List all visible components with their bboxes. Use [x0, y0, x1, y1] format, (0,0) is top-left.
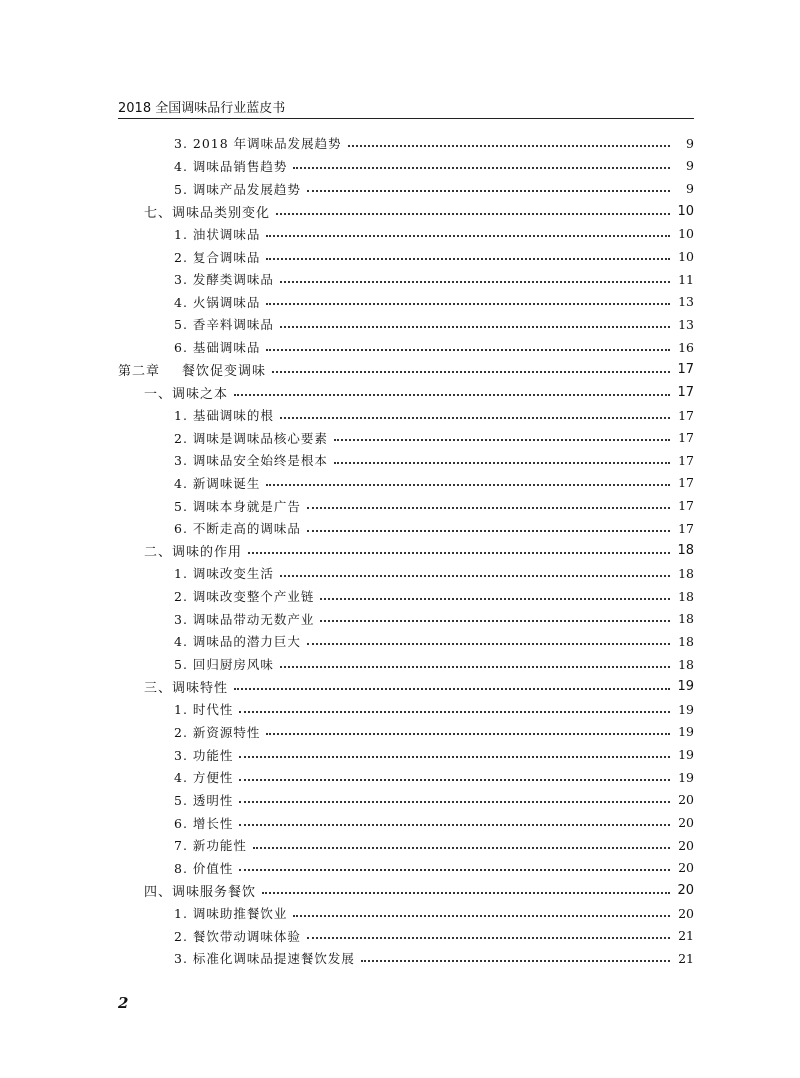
toc-entry — [118, 789, 694, 812]
toc-page-number: 20 — [678, 905, 694, 921]
toc-page-number: 17 — [678, 452, 694, 468]
dot-leader — [266, 257, 670, 260]
toc-page-number: 13 — [678, 316, 694, 332]
dot-leader — [239, 823, 670, 826]
toc-entry — [118, 313, 694, 336]
toc-entry — [118, 857, 694, 880]
toc-page-number: 18 — [678, 565, 694, 581]
toc-entry-title: 3. 2018 年调味品发展趋势 — [174, 134, 346, 152]
toc-entry-title: 6. 不断走高的调味品 — [174, 519, 305, 537]
toc-entry-title: 7. 新功能性 — [174, 836, 251, 854]
toc-entry — [118, 449, 694, 472]
toc-page-number: 17 — [678, 430, 694, 446]
toc-page-number: 17 — [678, 498, 694, 514]
toc-entry-title: 4. 方便性 — [174, 768, 237, 786]
toc-entry-title: 2. 餐饮带动调味体验 — [174, 927, 305, 945]
toc-page-number: 11 — [678, 271, 694, 287]
toc-page-number: 21 — [678, 950, 694, 966]
toc-entry-title: 1. 调味改变生活 — [174, 564, 278, 582]
toc-page-number: 16 — [678, 339, 694, 355]
toc-entry — [118, 675, 694, 698]
dot-leader — [280, 325, 670, 328]
toc-entry-title: 5. 透明性 — [174, 791, 237, 809]
toc-entry-title: 4. 调味品的潜力巨大 — [174, 632, 305, 650]
dot-leader — [266, 348, 670, 351]
toc-page-number: 19 — [677, 679, 694, 695]
dot-leader — [266, 732, 670, 735]
toc-entry-title: 3. 发酵类调味品 — [174, 270, 278, 288]
toc-entry-title: 1. 油状调味品 — [174, 225, 264, 243]
toc-entry-title: 5. 香辛料调味品 — [174, 315, 278, 333]
toc-page-number: 21 — [678, 928, 694, 944]
dot-leader — [266, 302, 670, 305]
toc-page-number: 19 — [678, 747, 694, 763]
toc-entry — [118, 290, 694, 313]
toc-entry-title: 2. 复合调味品 — [174, 248, 264, 266]
toc-entry-title: 5. 调味本身就是广告 — [174, 497, 305, 515]
toc-page-number: 9 — [686, 135, 694, 151]
toc-entry-title: 四、调味服务餐饮 — [144, 881, 260, 900]
toc-entry-title: 1. 基础调味的根 — [174, 406, 278, 424]
toc-page-number: 10 — [677, 203, 694, 219]
toc-entry — [118, 494, 694, 517]
toc-entry — [118, 721, 694, 744]
toc-page-number: 9 — [686, 181, 694, 197]
dot-leader — [307, 642, 670, 645]
toc-entry-title: 七、调味品类别变化 — [144, 202, 274, 221]
toc-entry-title: 8. 价值性 — [174, 859, 237, 877]
dot-leader — [262, 891, 670, 894]
toc-entry-title: 1. 时代性 — [174, 700, 237, 718]
toc-entry-title: 5. 调味产品发展趋势 — [174, 180, 305, 198]
toc-page-number: 18 — [678, 656, 694, 672]
running-header: 2018 全国调味品行业蓝皮书 — [118, 101, 286, 116]
toc-entry-title: 6. 基础调味品 — [174, 338, 264, 356]
toc-entry — [118, 336, 694, 359]
table-of-contents — [118, 132, 694, 970]
toc-entry-title: 4. 调味品销售趋势 — [174, 157, 291, 175]
toc-page-number: 9 — [686, 158, 694, 174]
dot-leader — [334, 438, 670, 441]
toc-entry — [118, 607, 694, 630]
dot-leader — [239, 778, 670, 781]
toc-entry-title: 3. 标准化调味品提速餐饮发展 — [174, 949, 359, 967]
toc-entry — [118, 811, 694, 834]
toc-entry — [118, 924, 694, 947]
dot-leader — [307, 529, 670, 532]
dot-leader — [348, 144, 670, 147]
dot-leader — [239, 755, 670, 758]
toc-page-number: 18 — [678, 588, 694, 604]
toc-entry-title: 三、调味特性 — [144, 677, 232, 696]
toc-entry — [118, 879, 694, 902]
dot-leader — [239, 710, 670, 713]
toc-entry-title — [118, 360, 270, 379]
toc-entry-title: 二、调味的作用 — [144, 541, 246, 560]
dot-leader — [239, 800, 670, 803]
toc-entry — [118, 585, 694, 608]
toc-entry-title: 6. 增长性 — [174, 814, 237, 832]
toc-entry — [118, 132, 694, 155]
dot-leader — [253, 846, 670, 849]
dot-leader — [280, 574, 670, 577]
dot-leader — [361, 959, 670, 962]
toc-page-number: 17 — [678, 475, 694, 491]
toc-page-number: 13 — [678, 294, 694, 310]
toc-entry — [118, 630, 694, 653]
dot-leader — [280, 416, 670, 419]
toc-entry — [118, 698, 694, 721]
toc-entry — [118, 223, 694, 246]
toc-page-number: 17 — [678, 407, 694, 423]
toc-entry — [118, 426, 694, 449]
toc-entry — [118, 358, 694, 381]
dot-leader — [320, 619, 670, 622]
chapter-number: 第二章 — [118, 364, 161, 380]
toc-entry — [118, 268, 694, 291]
toc-entry — [118, 562, 694, 585]
dot-leader — [307, 936, 670, 939]
toc-page-number: 20 — [677, 882, 694, 898]
toc-entry — [118, 177, 694, 200]
toc-page-number: 17 — [677, 384, 694, 400]
toc-entry — [118, 743, 694, 766]
toc-entry — [118, 381, 694, 404]
toc-page-number: 17 — [677, 362, 694, 378]
toc-entry-title: 4. 新调味诞生 — [174, 474, 264, 492]
dot-leader — [320, 597, 670, 600]
toc-page-number: 18 — [677, 543, 694, 559]
toc-page-number: 10 — [678, 226, 694, 242]
toc-page-number: 17 — [678, 520, 694, 536]
dot-leader — [276, 212, 670, 215]
dot-leader — [307, 506, 670, 509]
toc-entry-title: 3. 功能性 — [174, 746, 237, 764]
toc-page-number: 19 — [678, 701, 694, 717]
dot-leader — [234, 687, 670, 690]
dot-leader — [266, 234, 670, 237]
toc-entry — [118, 766, 694, 789]
toc-page-number: 18 — [678, 633, 694, 649]
toc-entry-title: 2. 调味改变整个产业链 — [174, 587, 318, 605]
toc-entry — [118, 404, 694, 427]
toc-entry-title: 4. 火锅调味品 — [174, 293, 264, 311]
header-rule — [118, 118, 694, 119]
dot-leader — [272, 370, 670, 373]
toc-entry — [118, 540, 694, 563]
toc-entry-title: 1. 调味助推餐饮业 — [174, 904, 291, 922]
dot-leader — [293, 914, 670, 917]
chapter-title: 餐饮促变调味 — [182, 364, 267, 380]
toc-entry — [118, 517, 694, 540]
dot-leader — [239, 868, 670, 871]
toc-entry — [118, 947, 694, 970]
toc-page-number: 20 — [678, 837, 694, 853]
toc-entry — [118, 155, 694, 178]
dot-leader — [234, 393, 670, 396]
toc-entry-title: 3. 调味品带动无数产业 — [174, 610, 318, 628]
dot-leader — [307, 189, 670, 192]
page-number: 2 — [118, 994, 129, 1012]
toc-entry-title: 3. 调味品安全始终是根本 — [174, 451, 332, 469]
toc-entry — [118, 245, 694, 268]
dot-leader — [334, 461, 670, 464]
toc-entry-title: 5. 回归厨房风味 — [174, 655, 278, 673]
dot-leader — [266, 483, 670, 486]
toc-page-number: 10 — [678, 249, 694, 265]
toc-page-number: 19 — [678, 769, 694, 785]
dot-leader — [293, 166, 670, 169]
toc-page-number: 19 — [678, 724, 694, 740]
dot-leader — [248, 551, 670, 554]
dot-leader — [280, 665, 670, 668]
toc-entry — [118, 200, 694, 223]
toc-entry — [118, 902, 694, 925]
toc-page-number: 20 — [678, 815, 694, 831]
toc-entry — [118, 834, 694, 857]
toc-entry-title: 2. 调味是调味品核心要素 — [174, 429, 332, 447]
toc-page-number: 20 — [678, 792, 694, 808]
dot-leader — [280, 280, 670, 283]
toc-entry-title: 2. 新资源特性 — [174, 723, 264, 741]
toc-entry — [118, 472, 694, 495]
toc-entry-title: 一、调味之本 — [144, 383, 232, 402]
toc-page-number: 20 — [678, 860, 694, 876]
toc-entry — [118, 653, 694, 676]
toc-page-number: 18 — [678, 611, 694, 627]
